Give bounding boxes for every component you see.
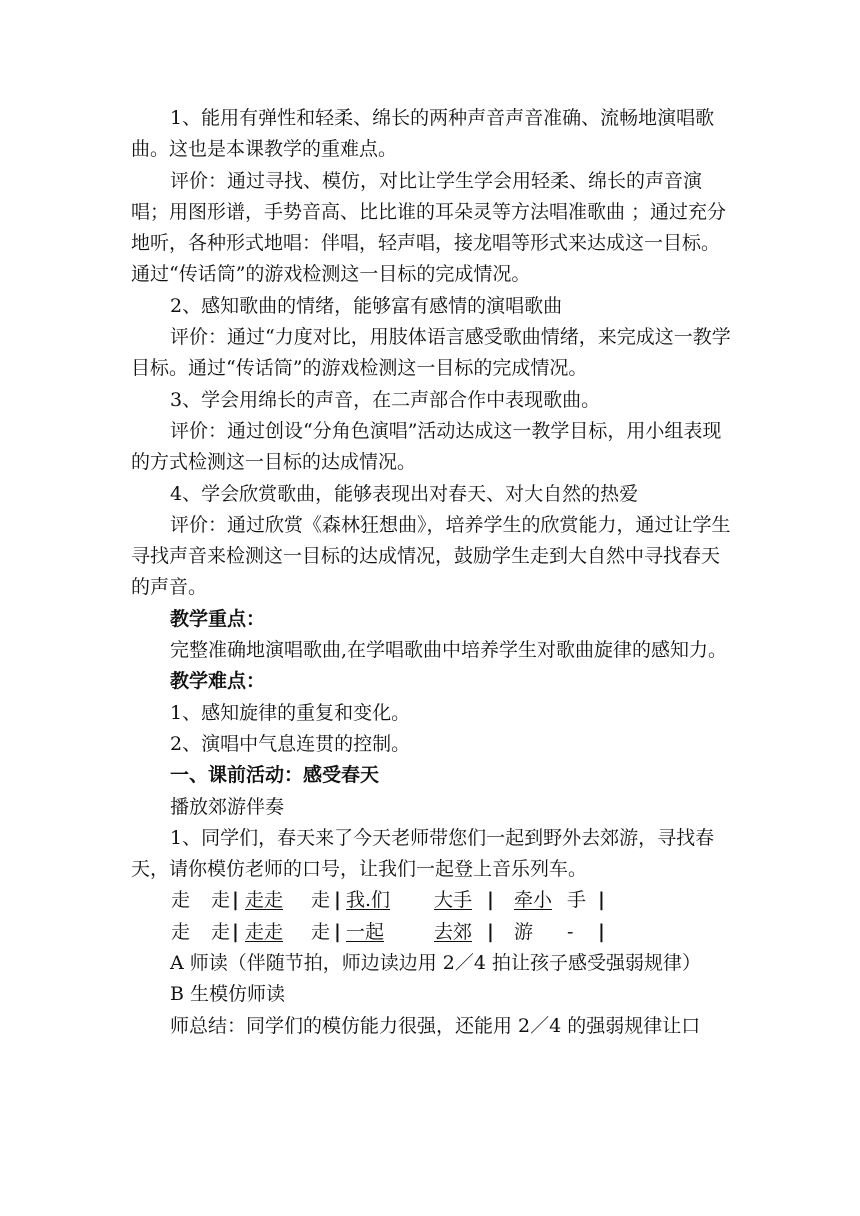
rhythm-note: 走 <box>171 920 191 943</box>
objective-4: 4、学会欣赏歌曲，能够表现出对春天、对大自然的热爱 <box>170 482 639 505</box>
bar-line: | <box>232 889 239 912</box>
evaluation-4: 评价：通过欣赏《森林狂想曲》，培养学生的欣赏能力，通过让学生寻找声音来检测这一目标的达成情况，鼓励学生走到大自然中寻找春天的声音。 <box>131 513 731 599</box>
heading-difficulties: 教学难点： <box>170 670 266 693</box>
rhythm-note: 一起 <box>346 920 385 943</box>
rhythm-note: 手 <box>567 889 587 912</box>
rhythm-note: - <box>567 920 574 943</box>
rhythm-note: 我.们 <box>346 889 391 912</box>
rhythm-note: 去郊 <box>434 920 473 943</box>
rhythm-note: 走 <box>311 889 331 912</box>
objective-1: 1、能用有弹性和轻柔、绵长的两种声音声音准确、流畅地演唱歌曲。这也是本课教学的重难点。 <box>131 107 715 161</box>
activity-step-a: A 师读（伴随节拍，师边读边用 2／4 拍让孩子感受强弱规律） <box>170 952 702 975</box>
rhythm-note: 走 <box>171 889 191 912</box>
bar-line: | <box>232 920 239 943</box>
rhythm-note: 走走 <box>245 889 284 912</box>
rhythm-note: 走 <box>211 889 231 912</box>
rhythm-note: 大手 <box>434 889 473 912</box>
heading-activity: 一、课前活动：感受春天 <box>170 764 380 787</box>
bar-line: | <box>334 920 341 943</box>
rhythm-row-2 <box>131 917 734 948</box>
bar-line: | <box>487 920 494 943</box>
activity-step-1: 1、同学们，春天来了今天老师带您们一起到野外去郊游，寻找春天，请你模仿老师的口号，让我们一起登上音乐列车。 <box>131 826 715 881</box>
objective-2: 2、感知歌曲的情绪，能够富有感情的演唱歌曲 <box>170 294 563 317</box>
bar-line: | <box>598 920 605 943</box>
rhythm-note: 走走 <box>245 920 284 943</box>
key-points-text: 完整准确地演唱歌曲,在学唱歌曲中培养学生对歌曲旋律的感知力。 <box>170 639 728 662</box>
rhythm-note: 牵小 <box>514 889 553 912</box>
evaluation-2: 评价：通过“力度对比，用肢体语言感受歌曲情绪，来完成这一教学目标。通过“传话筒”的游戏检测这一目标的完成情况。 <box>131 326 731 380</box>
rhythm-note: 游 <box>514 920 534 943</box>
bar-line: | <box>598 889 605 912</box>
objective-3: 3、学会用绵长的声音，在二声部合作中表现歌曲。 <box>170 388 601 411</box>
bar-line: | <box>487 889 494 912</box>
activity-music: 播放郊游伴奏 <box>170 795 285 818</box>
heading-key-points: 教学重点： <box>170 607 266 630</box>
bar-line: | <box>334 889 341 912</box>
document-body <box>131 103 734 1042</box>
difficulty-2: 2、演唱中气息连贯的控制。 <box>170 732 411 755</box>
evaluation-1: 评价：通过寻找、模仿，对比让学生学会用轻柔、绵长的声音演唱；用图形谱，手势音高、比比谁的耳朵灵等方法唱准歌曲 ；通过充分地听，各种形式地唱：伴唱，轻声唱，接龙唱等形式来达成这一目标。通过“传话筒”的游戏检测这一目标的完成情况。 <box>131 169 727 286</box>
evaluation-3: 评价：通过创设“分角色演唱”活动达成这一教学目标，用小组表现的方式检测这一目标的达成情况。 <box>131 419 722 474</box>
rhythm-note: 走 <box>311 920 331 943</box>
teacher-summary: 师总结：同学们的模仿能力很强，还能用 2／4 的强弱规律让口 <box>170 1014 701 1037</box>
difficulty-1: 1、感知旋律的重复和变化。 <box>170 701 411 724</box>
activity-step-b: B 生模仿师读 <box>170 983 286 1006</box>
rhythm-note: 走 <box>211 920 231 943</box>
rhythm-row-1 <box>131 885 734 916</box>
